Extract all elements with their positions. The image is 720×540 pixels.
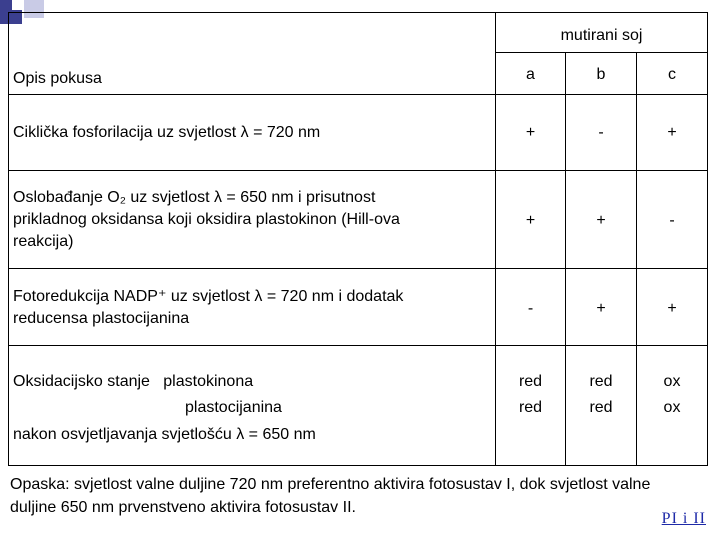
cell-value: ox	[663, 399, 681, 416]
table-border-bottom	[8, 465, 708, 466]
cell-value: red	[589, 373, 613, 390]
mutant-strain-header: mutirani soj	[560, 27, 643, 44]
cell-value: red	[518, 373, 543, 390]
row-description: prikladnog oksidansa koji oksidira plastokinon (Hill-ova	[13, 211, 400, 228]
row-description: plastocijanina	[185, 399, 282, 416]
cell-value: +	[525, 124, 536, 141]
cell-value: red	[589, 399, 613, 416]
header-divider	[495, 52, 708, 53]
row-description: reducensa plastocijanina	[13, 310, 190, 327]
mutant-a-header: a	[526, 66, 535, 83]
row-divider	[8, 170, 708, 171]
description-header: Opis pokusa	[13, 70, 102, 87]
row-divider	[8, 268, 708, 269]
nav-link-photosystems[interactable]: PI i II	[661, 510, 706, 527]
cell-value: red	[518, 399, 543, 416]
cell-value: -	[598, 124, 604, 141]
cell-value: ox	[663, 373, 681, 390]
table-border-top	[8, 12, 708, 13]
table-border-left	[8, 12, 9, 465]
cell-value: -	[527, 300, 534, 317]
cell-value: +	[525, 212, 536, 229]
row-description: nakon osvjetljavanja svjetlošću λ = 650 nm	[13, 426, 316, 443]
row-divider	[8, 345, 708, 346]
row-description: Ciklička fosforilacija uz svjetlost λ = 720 nm	[13, 124, 321, 141]
cell-value: +	[596, 300, 606, 317]
row-description: Oslobađanje O₂ uz svjetlost λ = 650 nm i prisutnost	[13, 189, 376, 206]
row-divider	[8, 94, 708, 95]
footnote: Opaska: svjetlost valne duljine 720 nm preferentno aktivira fotosustav I, dok svjetlost valne duljine 650 nm prvenstveno aktivira fotosustav II.	[10, 476, 651, 516]
table-border-right	[707, 12, 708, 465]
cell-value: -	[669, 212, 675, 229]
mutant-b-header: b	[596, 66, 606, 83]
row-description: Oksidacijsko stanje plastokinona	[13, 373, 254, 390]
row-description: reakcija)	[13, 233, 74, 250]
row-description: Fotoredukcija NADP⁺ uz svjetlost λ = 720 nm i dodatak	[13, 288, 404, 305]
cell-value: +	[596, 212, 606, 229]
mutant-c-header: c	[668, 66, 676, 83]
cell-value: +	[667, 124, 677, 141]
cell-value: +	[667, 300, 677, 317]
